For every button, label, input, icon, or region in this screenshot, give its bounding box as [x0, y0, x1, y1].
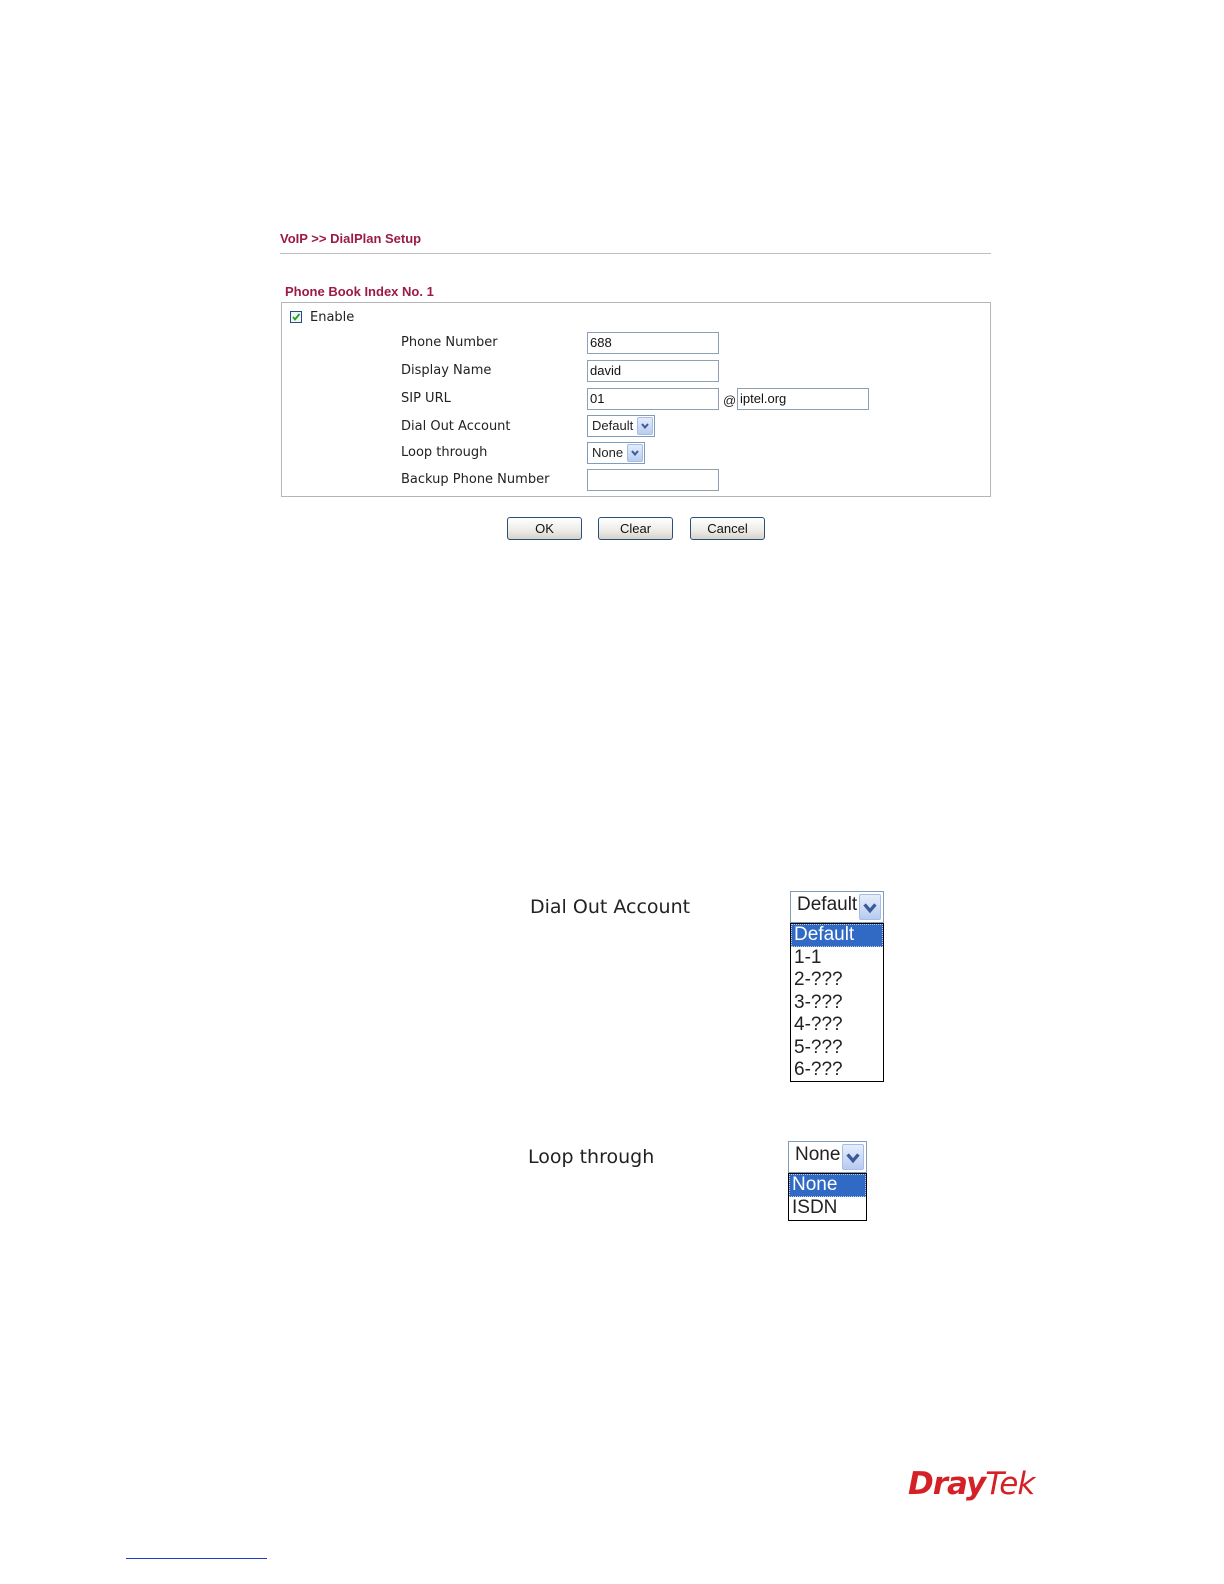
dial-out-account-value: Default: [592, 418, 634, 433]
dial-out-option[interactable]: 1-1: [794, 946, 822, 968]
dial-out-dropdown-label: Dial Out Account: [530, 896, 691, 918]
cancel-button[interactable]: Cancel: [690, 517, 765, 540]
dial-out-account-label: Dial Out Account: [401, 419, 511, 434]
at-sign: @: [723, 393, 737, 408]
loop-through-value: None: [592, 445, 624, 460]
loop-dropdown-value: None: [795, 1144, 841, 1165]
dial-out-option[interactable]: 4-???: [794, 1014, 843, 1035]
backup-phone-number-input[interactable]: [587, 469, 719, 491]
dial-out-options-list: [790, 923, 884, 1082]
dial-out-dropdown-value: Default: [797, 894, 858, 915]
enable-label: Enable: [310, 310, 355, 325]
loop-option[interactable]: None: [789, 1174, 866, 1197]
dial-out-option[interactable]: Default: [791, 924, 883, 947]
section-title: Phone Book Index No. 1: [285, 284, 434, 299]
chevron-down-icon[interactable]: [627, 444, 643, 462]
chevron-down-icon[interactable]: [859, 894, 881, 920]
phone-number-input[interactable]: 688: [587, 332, 719, 354]
draytek-logo: [908, 1466, 1034, 1502]
dial-out-account-select[interactable]: [587, 415, 655, 437]
page-breadcrumb: VoIP >> DialPlan Setup: [280, 231, 422, 246]
backup-phone-number-label: Backup Phone Number: [401, 472, 550, 487]
header-divider: [280, 253, 991, 254]
phone-number-label: Phone Number: [401, 335, 498, 350]
loop-option[interactable]: ISDN: [792, 1196, 838, 1218]
loop-through-select[interactable]: [587, 442, 645, 464]
clear-button[interactable]: Clear: [598, 517, 673, 540]
loop-through-label: Loop through: [401, 445, 488, 460]
loop-dropdown-select[interactable]: [788, 1141, 867, 1173]
enable-checkbox[interactable]: [290, 311, 302, 323]
sip-url-user-input[interactable]: 01: [587, 388, 719, 410]
ok-button[interactable]: OK: [507, 517, 582, 540]
check-icon: [291, 312, 301, 322]
display-name-input[interactable]: david: [587, 360, 719, 382]
footer-link-underline: [126, 1558, 267, 1559]
dial-out-option[interactable]: 3-???: [794, 991, 843, 1013]
dial-out-option[interactable]: 6-???: [794, 1059, 843, 1080]
dial-out-option[interactable]: 5-???: [794, 1036, 843, 1058]
sip-url-domain-input[interactable]: iptel.org: [737, 388, 869, 410]
logo-text-tek: Tek: [985, 1466, 1035, 1502]
chevron-down-icon[interactable]: [842, 1144, 864, 1170]
loop-options-list: [788, 1173, 867, 1221]
display-name-label: Display Name: [401, 363, 492, 378]
logo-text-dray: Dray: [908, 1466, 986, 1502]
sip-url-label: SIP URL: [401, 391, 451, 406]
dial-out-option[interactable]: 2-???: [794, 969, 843, 990]
chevron-down-icon[interactable]: [637, 417, 653, 435]
loop-dropdown-label: Loop through: [528, 1146, 655, 1168]
dial-out-dropdown-select[interactable]: [790, 891, 884, 923]
